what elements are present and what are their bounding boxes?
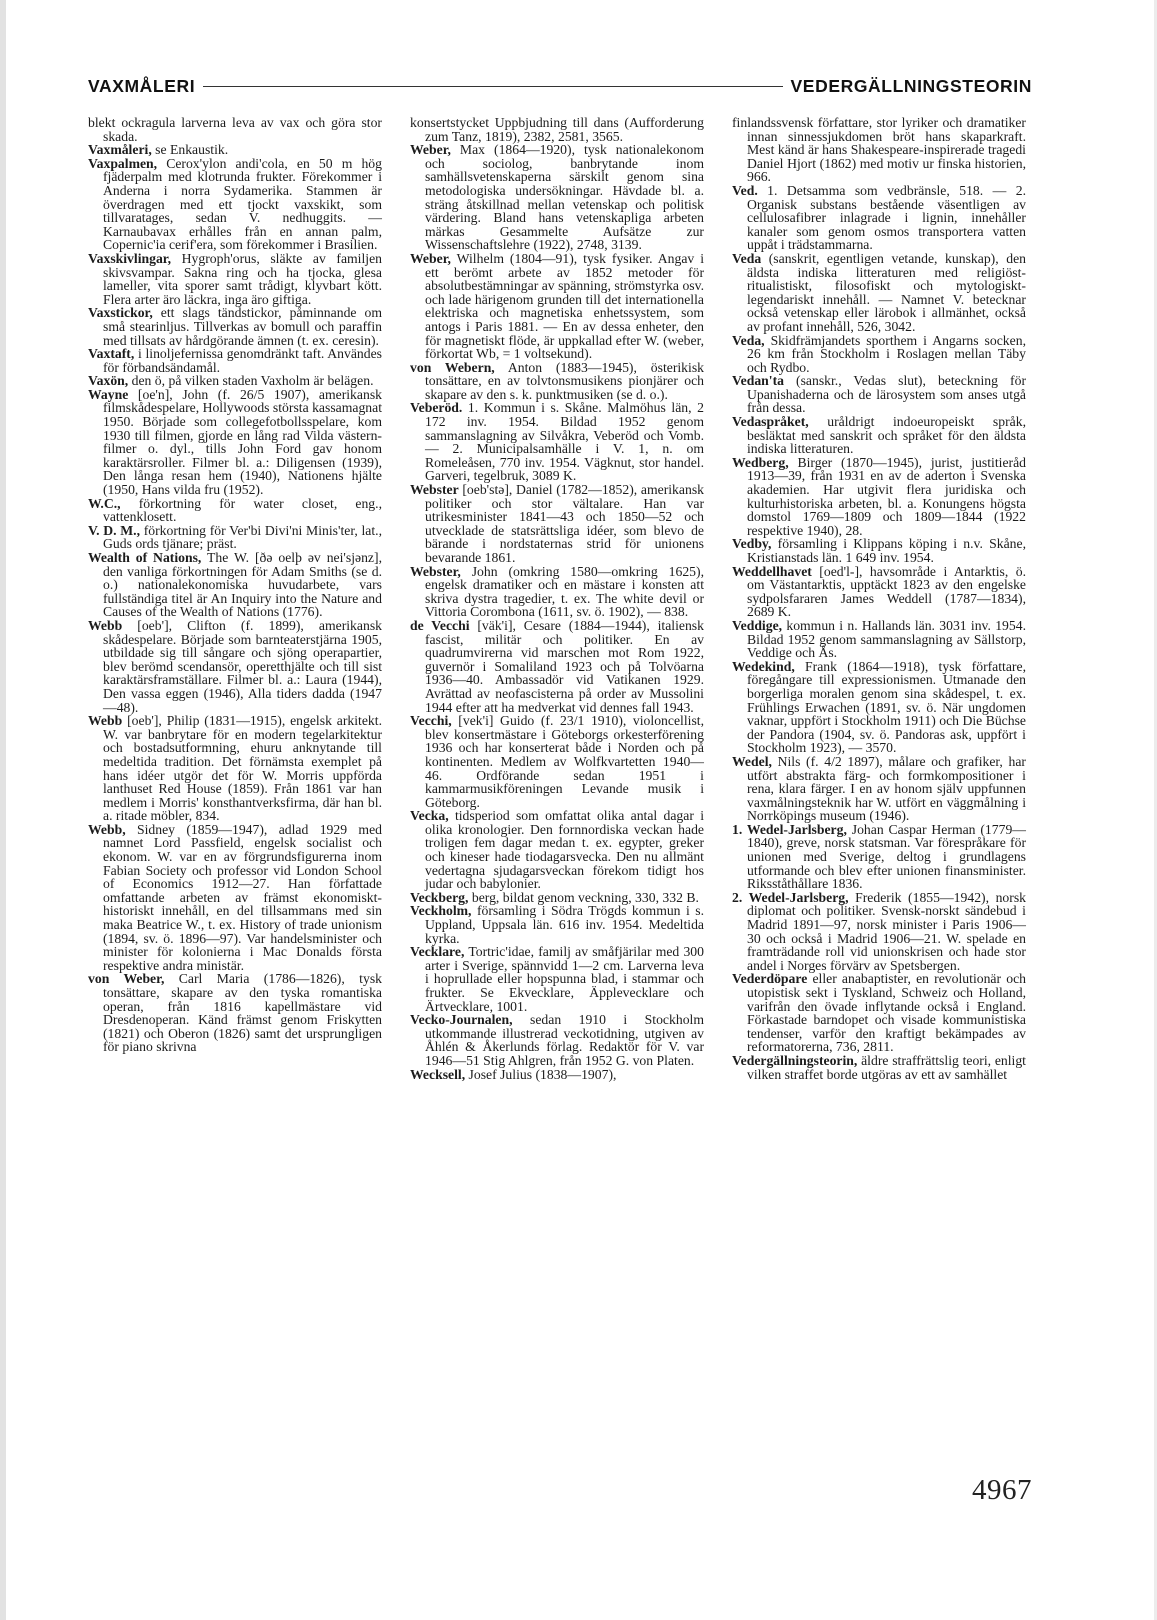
entry-text: Nils (f. 4/2 1897), målare och grafiker, har utfört abstrakta färg- och formkompositioner i rena, klara färger. I en av honom själv uppfunnen vaxmålningsteknik har W. utfört en väggmålning i Norrköpings museum (1946). — [747, 753, 1026, 824]
entry-headword: Vedaspråket, — [732, 414, 809, 430]
entry-text: [väk'i], Cesare (1884—1944), italiensk fascist, militär och politiker. En av quadrumvirerna vid marschen mot Rom 1922, guvernör i Somaliland 1923 och på Tolvöarna 1936—40. Ambassadör vid Vatikanen 1929. Avrättad av neofascisterna på order av Mussolini 1944 efter att ha medverkat vid dennes fall 1943. — [425, 617, 704, 715]
entry-text: se Enkaustik. — [151, 142, 229, 158]
entry-headword: Weber, — [410, 250, 451, 266]
entry-headword: Vecchi, — [410, 713, 452, 729]
entry-text: Cerox'ylon andi'cola, en 50 m hög fjäderpalm med klotrunda frukter. Förekommer i Anderna i norra Sydamerika. Stammen är överdragen med ett tjockt vaxskikt, som tillvaratages, sedan V. nedhuggits. — Karnaubavax erhålles från en annan palm, Copernic'ia cerif'era, som förekommer i Brasilien. — [103, 155, 382, 253]
entry-text: The W. [ðə oelþ əv nei'sjənz], den vanliga förkortningen för Adam Smiths (se d. o.) nationalekonomiska huvudarbete, vars fullständiga titel är An Inquiry into the Nature and Causes of the Wealth of Nations (1776). — [103, 550, 382, 620]
entry-headword: Vaxmåleri, — [88, 142, 152, 158]
entry-text: 1. Detsamma som vedbränsle, 518. — 2. Organisk substans bestående väsentligen av cellulosafibrer inlagrade i lignin, innehåller kanaler som genom osmos transportera vatten uppåt i trädstammarna. — [747, 182, 1026, 253]
entry-text: Hygroph'orus, släkte av familjen skivsvampar. Sakna ring och ha tjocka, glesa lameller, vita sporer samt trådigt, klyvbart kött. Flera arter äro läckra, inga äro giftiga. — [103, 250, 382, 307]
dictionary-entry — [732, 537, 1026, 564]
dictionary-entry — [732, 972, 1026, 1054]
dictionary-entry — [88, 347, 382, 374]
entry-headword: Vaxskivlingar, — [88, 250, 172, 266]
dictionary-entry — [732, 184, 1026, 252]
column-1 — [88, 116, 382, 1054]
entry-text: Josef Julius (1838—1907), — [465, 1066, 617, 1082]
entry-text: Tortric'idae, familj av småfjärilar med 300 arter i Sverige, spännvidd 1—2 cm. Larverna leva i hoprullade eller hopspunna blad, i stammar och frukter. Se Ekvecklare, Äpplevecklare och Ärtvecklare, 1001. — [425, 944, 704, 1014]
entry-headword: Webb — [88, 617, 123, 633]
dictionary-entry — [732, 565, 1026, 619]
header-rule — [203, 86, 782, 87]
entry-text: [oeb'stə], Daniel (1782—1852), amerikansk politiker och stor vältalare. Han var utrikesminister 1841—43 och 1850—52 och utvecklade de statsrättsliga idéer, som blevo de bärande i nordstaternas strid för unionens bevarande 1861. — [425, 482, 704, 565]
entry-headword: Webb — [88, 713, 123, 729]
entry-text: berg, bildat genom veckning, 330, 332 B. — [468, 889, 699, 905]
entry-text: förkortning för water closet, eng., vattenklosett. — [103, 495, 382, 525]
dictionary-entry — [410, 565, 704, 619]
entry-headword: Webster — [410, 482, 459, 498]
entry-text: Skidfrämjandets sporthem i Angarns socken, 26 km från Stockholm i Roslagen mellan Täby och Rydbo. — [747, 332, 1026, 375]
header-right-word: VEDERGÄLLNINGSTEORIN — [790, 75, 1032, 96]
entry-text: förkortning för Ver'bi Divi'ni Minis'ter, lat., Guds ords tjänare; präst. — [103, 522, 382, 552]
entry-text: ett slags tändstickor, påminnande om små stearinljus. Tillverkas av bomull och paraffin med tillsats av hårdgörande ämnen (t. ex. ceresin). — [103, 305, 382, 348]
entry-headword: Weddellhavet — [732, 563, 812, 579]
entry-headword: Vaxön, — [88, 373, 129, 389]
entry-text: Frank (1864—1918), tysk författare, föregångare till expressionismen. Utmanade den borgerliga moralen genom sina skådespel, t. ex. Frühlings Erwachen (1891, sv. ö. När ungdomen vaknar, uppfört i Stockholm 1911) och Die Büchse der Pandora (1904, sv. ö. Pandoras ask, uppfört i Stockholm 1923), — 3570. — [747, 658, 1026, 756]
entry-text: den ö, på vilken staden Vaxholm är belägen. — [128, 373, 374, 389]
column-3 — [732, 116, 1026, 1081]
entry-text: Birger (1870—1945), jurist, justitieråd 1913—39, från 1931 en av de aderton i Svenska akademien. Har utgivit flera juridiska och kulturhistoriska arbeten, bl. a. Konungens högsta domstol 1769—1809 och 1809—1844 (1922 respektive 1940), 28. — [747, 454, 1026, 538]
dictionary-entry — [410, 143, 704, 252]
entry-text: sedan 1910 i Stockholm utkommande illustrerad veckotidning, utgiven av Åhlén & Åkerlunds förlag. Redaktör för V. var 1946—51 Stig Ahlgren, från 1952 G. von Platen. — [425, 1012, 704, 1068]
dictionary-entry — [732, 456, 1026, 538]
dictionary-entry — [410, 945, 704, 1013]
entry-headword: Veda, — [732, 332, 765, 348]
entry-headword: V. D. M., — [88, 522, 140, 538]
dictionary-entry — [732, 252, 1026, 334]
entry-text: uråldrigt indoeuropeiskt språk, besläktat med sanskrit och språket för den äldsta indiska litteraturen. — [747, 414, 1026, 457]
entry-headword: Weber, — [410, 142, 451, 158]
dictionary-entry — [88, 551, 382, 619]
entry-text: Sidney (1859—1947), adlad 1929 med namnet Lord Passfield, engelsk socialist och ekonom. W. var en av förgrundsfigurerna inom Fabian Society och professor vid London School of Economics 1912—27. Han författade omfattande arbeten av främst ekonomiskt-historiskt innehåll, en del tillsammans med sin maka Beatrice W., t. ex. History of trade unionism (1894, sv. ö. 1896—97). Var handelsminister och minister för kolonierna i Mac Donalds första respektive andra ministär. — [103, 821, 382, 973]
entry-text: Frederik (1855—1942), norsk diplomat och politiker. Svensk-norskt sändebud i Madrid 1891—97, norsk minister i Paris 1906—30 och också i Madrid 1906—21. W. spelade en framträdande roll vid unionskrisen och hade stor andel i Norges förvärv av Spetsbergen. — [747, 889, 1026, 973]
entry-headword: Wedberg, — [732, 454, 789, 470]
dictionary-entry — [732, 1054, 1026, 1081]
entry-text: Carl Maria (1786—1826), tysk tonsättare, skapare av den tyska romantiska operan, från 1816 kapellmästare vid Dresdenoperan. Känd främst genom Friskytten (1821) och Oberon (1826) samt det ursprungligen för piano skrivna — [103, 971, 382, 1055]
entry-headword: Vecko-Journalen, — [410, 1012, 513, 1028]
entry-headword: Vecklare, — [410, 944, 465, 960]
entry-text: [oeb'], Clifton (f. 1899), amerikansk skådespelare. Började som barnteaterstjärna 1905, utbildade sig till sångare och sjöng operapartier, blev berömd scendansör, operetthjälte och till sist karaktärsframställare. Filmer bl. a.: Laura (1944), Den vassa eggen (1946), Alla tiders dadda (1947—48). — [103, 617, 382, 715]
entry-text: Max (1864—1920), tysk nationalekonom och sociolog, banbrytande inom samhällsvetenskaperna särskilt genom sina metodologiska undersökningar. Hävdade bl. a. sträng åtskillnad mellan vetenskap och politisk värdering. Bland hans vetenskapliga arbeten märkas Gesammelte Aufsätze zur Wissenschaftslehre (1922), 2748, 3139. — [425, 142, 704, 253]
entry-text: i linoljefernissa genomdränkt taft. Användes för förbandsändamål. — [103, 346, 382, 375]
dictionary-entry — [732, 823, 1026, 891]
running-header — [88, 72, 1032, 100]
entry-text: [oe'n], John (f. 26/5 1907), amerikansk filmskådespelare, Hollywoods största kassamagnat 1950. Började som collegefotbollsspelare, kom 1930 till filmen, gjorde en lång rad Vilda västern-filmer o. dyl., tills John Ford gav honom karaktärsroller. Filmer bl. a.: Diligensen (1939), Den långa resan hem (1940), Nationens hjälte (1950, Hans vilda fru (1952). — [103, 386, 383, 498]
entry-text: Anton (1883—1945), österikisk tonsättare, en av tolvtonsmusikens pionjärer och skapare av den s. k. punktmusiken (se d. o.). — [425, 359, 705, 402]
entry-text: Johan Caspar Herman (1779—1840), greve, norsk statsman. Var förespråkare för unionen med Sverige, deltog i grundlagens utformande och blev efter unionen finansminister. Riksståthållare 1836. — [747, 821, 1026, 892]
entry-text: eller anabaptister, en revolutionär och utopistisk sekt i Tyskland, Schweiz och Holland, varifrån den övade inflytande också i England. Förkastade barndopet och visade kommunistiska tendenser, varför den kraftigt bekämpades av reformatorerna, 736, 2811. — [747, 971, 1026, 1055]
entry-text: (sanskrit, egentligen vetande, kunskap), den äldsta indiska litteraturen med religiöst-ritualistiskt, filosofiskt och mytologiskt-legendariskt innehåll. — Namnet V. betecknar också vetenskap eller lärobok i allmänhet, också av profant innehåll, 526, 3042. — [747, 250, 1026, 334]
entry-headword: Vaxtaft, — [88, 346, 135, 362]
dictionary-entry — [732, 891, 1026, 973]
dictionary-entry — [88, 306, 382, 347]
entry-text: John (omkring 1580—omkring 1625), engelsk dramatiker och en mästare i konsten att skriva dystra tragedier, t. ex. The white devil or Vittoria Corombona (1611, sv. ö. 1902), — 838. — [425, 563, 704, 620]
dictionary-entry — [88, 497, 382, 524]
page-number: 4967 — [972, 1474, 1032, 1506]
dictionary-entry — [88, 116, 382, 143]
entry-headword: Webb, — [88, 821, 126, 837]
entry-headword: W.C., — [88, 495, 121, 511]
entry-text: [vek'i] Guido (f. 23/1 1910), violoncellist, blev konsertmästare i Göteborgs orkesterförening 1936 och har konserterat både i Norden och på kontinenten. Medlem av Wolfkvartetten 1940—46. Ordförande sedan 1951 i kammarmusikföreningen Levande musik i Göteborg. — [425, 713, 704, 810]
entry-text: 1. Kommun i s. Skåne. Malmöhus län, 2 172 inv. 1954. Bildad 1952 genom sammanslagning av Silvåkra, Veberöd och Vomb. — 2. Municipalsamhälle i V. 1, n. om Romeleåsen, 770 inv. 1954. Vägknut, stor handel. Garveri, tegelbruk, 3089 K. — [425, 400, 704, 484]
header-left-word: VAXMÅLERI — [88, 75, 196, 96]
entry-headword: Vedan'ta — [732, 373, 784, 389]
entry-headword: Veckholm, — [410, 903, 472, 919]
entry-headword: Veckberg, — [410, 889, 469, 905]
entry-text: konsertstycket Uppbjudning till dans (Aufforderung zum Tanz, 1819), 2382, 2581, 3565. — [410, 115, 704, 144]
dictionary-entry — [410, 1068, 704, 1082]
entry-headword: Ved. — [732, 182, 758, 198]
dictionary-entry — [88, 619, 382, 714]
entry-headword: Wayne — [88, 386, 129, 402]
entry-text: församling i Södra Trögds kommun i s. Uppland, Uppsala län. 616 inv. 1954. Medeltida kyrka. — [425, 903, 704, 946]
dictionary-entry — [732, 619, 1026, 660]
dictionary-entry — [410, 891, 704, 905]
entry-headword: Veberöd. — [410, 400, 463, 416]
entry-text: kommun i n. Hallands län. 3031 inv. 1954. Bildad 1952 genom sammanslagning av Sällstorp, Veddige och Ås. — [747, 617, 1026, 661]
entry-headword: 2. Wedel-Jarlsberg, — [732, 889, 849, 905]
dictionary-entry — [732, 334, 1026, 375]
entry-headword: Wedel, — [732, 753, 772, 769]
dictionary-entry — [410, 619, 704, 714]
dictionary-entry — [88, 388, 382, 497]
dictionary-entry — [410, 714, 704, 809]
dictionary-entry — [410, 904, 704, 945]
entry-headword: von Weber, — [88, 971, 165, 987]
entry-headword: Vaxstickor, — [88, 305, 153, 321]
entry-text: tidsperiod som omfattat olika antal dagar i olika kronologier. Den fornnordiska veckan hade troligen fem dagar medan t. ex. egypter, greker och kineser hade tiodagarsvecka. Den nu allmänt vedertagna sjudagarsveckan förekom tidigt hos judar och babylonier. — [425, 808, 704, 892]
dictionary-entry — [732, 415, 1026, 456]
page-edge-left — [0, 0, 6, 1620]
entry-text: församling i Klippans köping i n.v. Skåne, Kristianstads län. 1 649 inv. 1954. — [747, 536, 1026, 565]
entry-headword: Veddige, — [732, 617, 783, 633]
entry-headword: Wecksell, — [410, 1066, 466, 1082]
entry-text: [oed'l-], havsområde i Antarktis, ö. om Västantarktis, upptäckt 1823 av den engelske sydpolsfararen James Weddell (1787—1834), 2689 K. — [747, 563, 1026, 620]
dictionary-entry — [410, 809, 704, 891]
dictionary-entry — [88, 823, 382, 973]
entry-headword: de Vecchi — [410, 617, 470, 633]
dictionary-entry — [88, 714, 382, 823]
column-2 — [410, 116, 704, 1081]
entry-headword: Wedekind, — [732, 658, 795, 674]
entry-headword: Veda — [732, 250, 762, 266]
entry-headword: 1. Wedel-Jarlsberg, — [732, 821, 847, 837]
dictionary-entry — [732, 660, 1026, 755]
entry-headword: Wealth of Nations, — [88, 550, 202, 565]
entry-text: [oeb'], Philip (1831—1915), engelsk arkitekt. W. var banbrytare för en modern tegelarkitektur och bostadsutformning, ehuru anknytande till medeltida tradition. Det förnämsta exemplet på hans idéer utgör det för W. Morris uppförda lanthuset Red House (1859). Från 1861 var han medlem i Morris' konsthantverksfirma, där han bl. a. ritade möbler, 834. — [103, 713, 382, 824]
dictionary-entry — [410, 1013, 704, 1067]
entry-text: (sanskr., Vedas slut), beteckning för Upanishaderna och de lärosystem som anses utgå från dessa. — [747, 373, 1026, 416]
entry-text: finlandssvensk författare, stor lyriker och dramatiker innan sinnessjukdomen bröt hans skaparkraft. Mest känd är hans Shakespeare-inspirerade tragedi Daniel Hjort (1862) med motiv ur finska historien, 966. — [732, 115, 1026, 185]
entry-text: äldre straffrättslig teori, enligt vilken straffet borde utgöras av ett av samhället — [747, 1052, 1026, 1082]
dictionary-entry — [88, 524, 382, 551]
dictionary-entry — [88, 157, 382, 252]
dictionary-entry — [732, 755, 1026, 823]
entry-headword: von Webern, — [410, 359, 495, 375]
dictionary-entry — [88, 143, 382, 157]
entry-headword: Webster, — [410, 563, 461, 579]
dictionary-entry — [410, 361, 704, 402]
entry-headword: Vecka, — [410, 808, 449, 824]
dictionary-entry — [88, 374, 382, 388]
entry-headword: Vedergällningsteorin, — [732, 1052, 858, 1068]
entry-headword: Vedby, — [732, 536, 772, 552]
dictionary-entry — [732, 116, 1026, 184]
entry-headword: Vaxpalmen, — [88, 155, 158, 171]
entry-text: Wilhelm (1804—91), tysk fysiker. Angav i ett berömt arbete av 1852 metoder för absolutbestämningar av spänning, strömstyrka osv. och lade härigenom grunden till det internationella elektriska och magnetiska enhetssystem, som antogs i Paris 1881. — En av dessa enheter, den för magnetiskt flöde, är uppkallad efter W. (weber, förkortat Wb, = 1 voltsekund). — [425, 250, 704, 362]
dictionary-entry — [88, 972, 382, 1054]
dictionary-entry — [88, 252, 382, 306]
entry-text: blekt ockragula larverna leva av vax och göra stor skada. — [88, 115, 382, 144]
entry-headword: Vederdöpare — [732, 971, 808, 987]
dictionary-entry — [732, 374, 1026, 415]
dictionary-entry — [410, 116, 704, 143]
dictionary-entry — [410, 252, 704, 361]
dictionary-entry — [410, 483, 704, 565]
dictionary-entry — [410, 401, 704, 483]
